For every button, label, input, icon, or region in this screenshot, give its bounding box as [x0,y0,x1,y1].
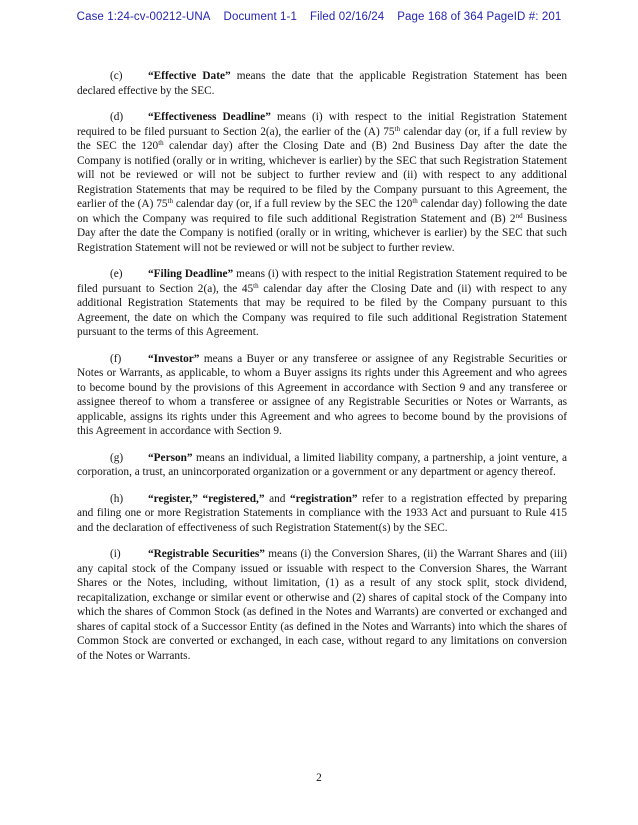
paragraph-label: (e) [110,268,123,280]
paragraph-label: (f) [110,352,122,365]
paragraph-text: “Effective Date” means the date that the applicable Registration Statement has been declared effective by the SEC. [77,70,567,97]
paragraph-text: “Filing Deadline” means (i) with respect to the initial Registration Statement required to be filed pursuant to Section 2(a), the 45th calendar day after the Closing Date and (ii) with respect to any additional Registration Statements that may be required to be filed by the Company pursuant to this Agreement, the date on which the Company was required to file such additional Registration Statement pursuant to the terms of this Agreement. [77,268,567,338]
document-number: Document 1-1 [223,11,297,23]
definition-paragraph-h [77,492,567,536]
page-info: Page 168 of 364 PageID #: 201 [397,11,562,23]
definition-paragraph-e [77,267,567,340]
paragraph-label: (d) [110,111,124,123]
definition-paragraph-g [77,451,567,480]
definition-paragraph-d [77,110,567,255]
definition-paragraph-i [77,547,567,663]
paragraph-text: “Registrable Securities” means (i) the Conversion Shares, (ii) the Warrant Shares and (iii) any capital stock of the Company issued or issuable with respect to the Conversion Shares, the Warrant Shares or the Notes, including, without limitation, (1) as a result of any stock split, stock dividend, recapitalization, exchange or similar event or otherwise and (2) shares of capital stock of the Company into which the shares of Common Stock (as defined in the Notes and Warrants) are converted or exchanged and shares of capital stock of a Successor Entity (as defined in the Notes and Warrants) into which the shares of Common Stock are converted or exchanged, in each case, without regard to any limitations on conversion of the Notes or Warrants. [77,548,567,662]
definition-paragraph-f [77,352,567,439]
document-body [77,69,567,675]
definition-paragraph-c [77,69,567,98]
paragraph-label: (h) [110,492,124,505]
paragraph-text: “register,” “registered,” and “registration” refer to a registration effected by preparing and filing one or more Registration Statements in compliance with the 1933 Act and pursuant to Rule 415 and the declaration of effectiveness of such Registration Statement(s) by the SEC. [77,492,567,534]
paragraph-text: “Investor” means a Buyer or any transferee or assignee of any Registrable Securities or Notes or Warrants, as applicable, to whom a Buyer assigns its rights under this Agreement and who agrees to become bound by the provisions of this Agreement in accordance with Section 9 and any transferee or assignee thereof to whom a transferee or assignee of any Registrable Securities or Notes or Warrants, as applicable, assigns its rights under this Agreement and who agrees to become bound by the provisions of this Agreement in accordance with Section 9. [77,352,567,437]
filed-date: Filed 02/16/24 [309,11,385,23]
ecf-stamp-header [0,11,638,23]
paragraph-text: “Person” means an individual, a limited liability company, a partnership, a joint venture, a corporation, a trust, an unincorporated organization or a government or any department or agency thereof. [77,451,567,478]
case-number: Case 1:24-cv-00212-UNA [76,11,211,23]
page-number: 2 [316,772,322,784]
paragraph-label: (c) [110,70,123,82]
paragraph-label: (g) [110,451,124,464]
paragraph-label: (i) [110,548,121,560]
paragraph-text: “Effectiveness Deadline” means (i) with respect to the initial Registration Statement required to be filed pursuant to Section 2(a), the earlier of the (A) 75th calendar day (or, if a full review by the SEC the 120th calendar day) after the Closing Date and (B) 2nd Business Day after the date the Company is notified (orally or in writing, whichever is earlier) by the SEC that such Registration Statement will not be reviewed or will not be subject to further review and (ii) with respect to any additional Registration Statements that may be required to be filed by the Company pursuant to this Agreement, the earlier of the (A) 75th calendar day (or, if a full review by the SEC the 120th calendar day) following the date on which the Company was required to file such additional Registration Statement and (B) 2nd Business Day after the date the Company is notified (orally or in writing, whichever is earlier) by the SEC that such Registration Statement will not be reviewed or will not be subject to further review. [77,111,567,254]
